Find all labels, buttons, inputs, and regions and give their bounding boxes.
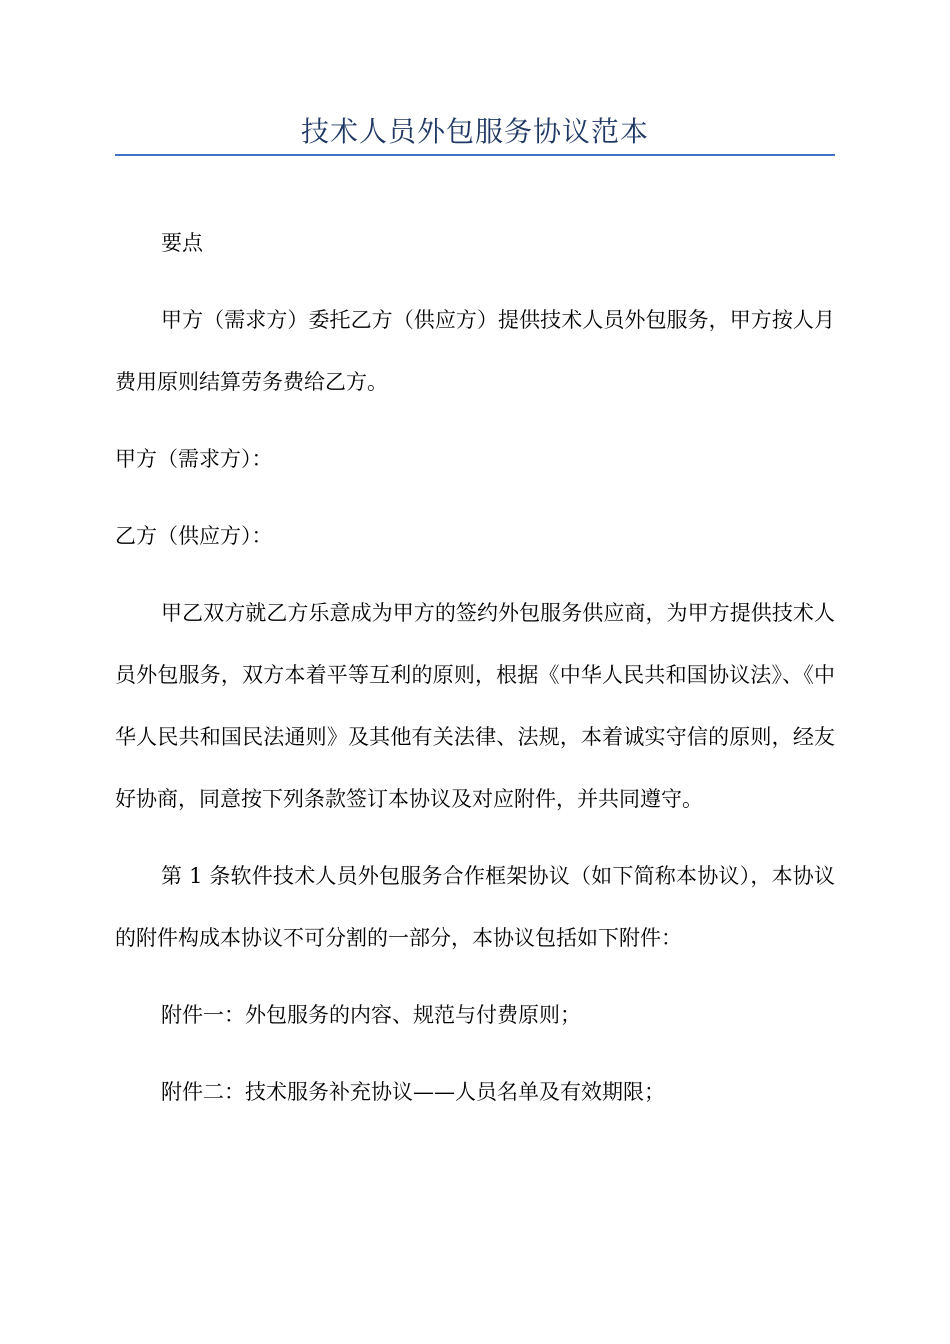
paragraph-annex-2: 附件二：技术服务补充协议——人员名单及有效期限； [161, 1080, 665, 1104]
paragraph-party-a: 甲方（需求方）： [115, 447, 273, 471]
paragraph-annex-1: 附件一：外包服务的内容、规范与付费原则； [161, 1003, 581, 1027]
paragraph-party-b: 乙方（供应方）： [115, 524, 273, 548]
paragraph-preamble: 甲乙双方就乙方乐意成为甲方的签约外包服务供应商，为甲方提供技术人员外包服务，双方本着平等互利的原则，根据《中华人民共和国协议法》、《中华人民共和国民法通则》及其他有关法律、法规，本着诚实守信的原则，经友好协商，同意按下列条款签订本协议及对应附件，并共同遵守。 [115, 601, 835, 811]
document-title: 技术人员外包服务协议范本 [300, 115, 649, 148]
document-body [115, 212, 835, 1138]
paragraph-key-points: 要点 [161, 231, 203, 255]
paragraph-summary: 甲方（需求方）委托乙方（供应方）提供技术人员外包服务，甲方按人月费用原则结算劳务费给乙方。 [115, 308, 835, 394]
title-underline [115, 154, 835, 156]
paragraph-article-1: 第 1 条软件技术人员外包服务合作框架协议（如下简称本协议），本协议的附件构成本协议不可分割的一部分，本协议包括如下附件： [115, 864, 835, 950]
